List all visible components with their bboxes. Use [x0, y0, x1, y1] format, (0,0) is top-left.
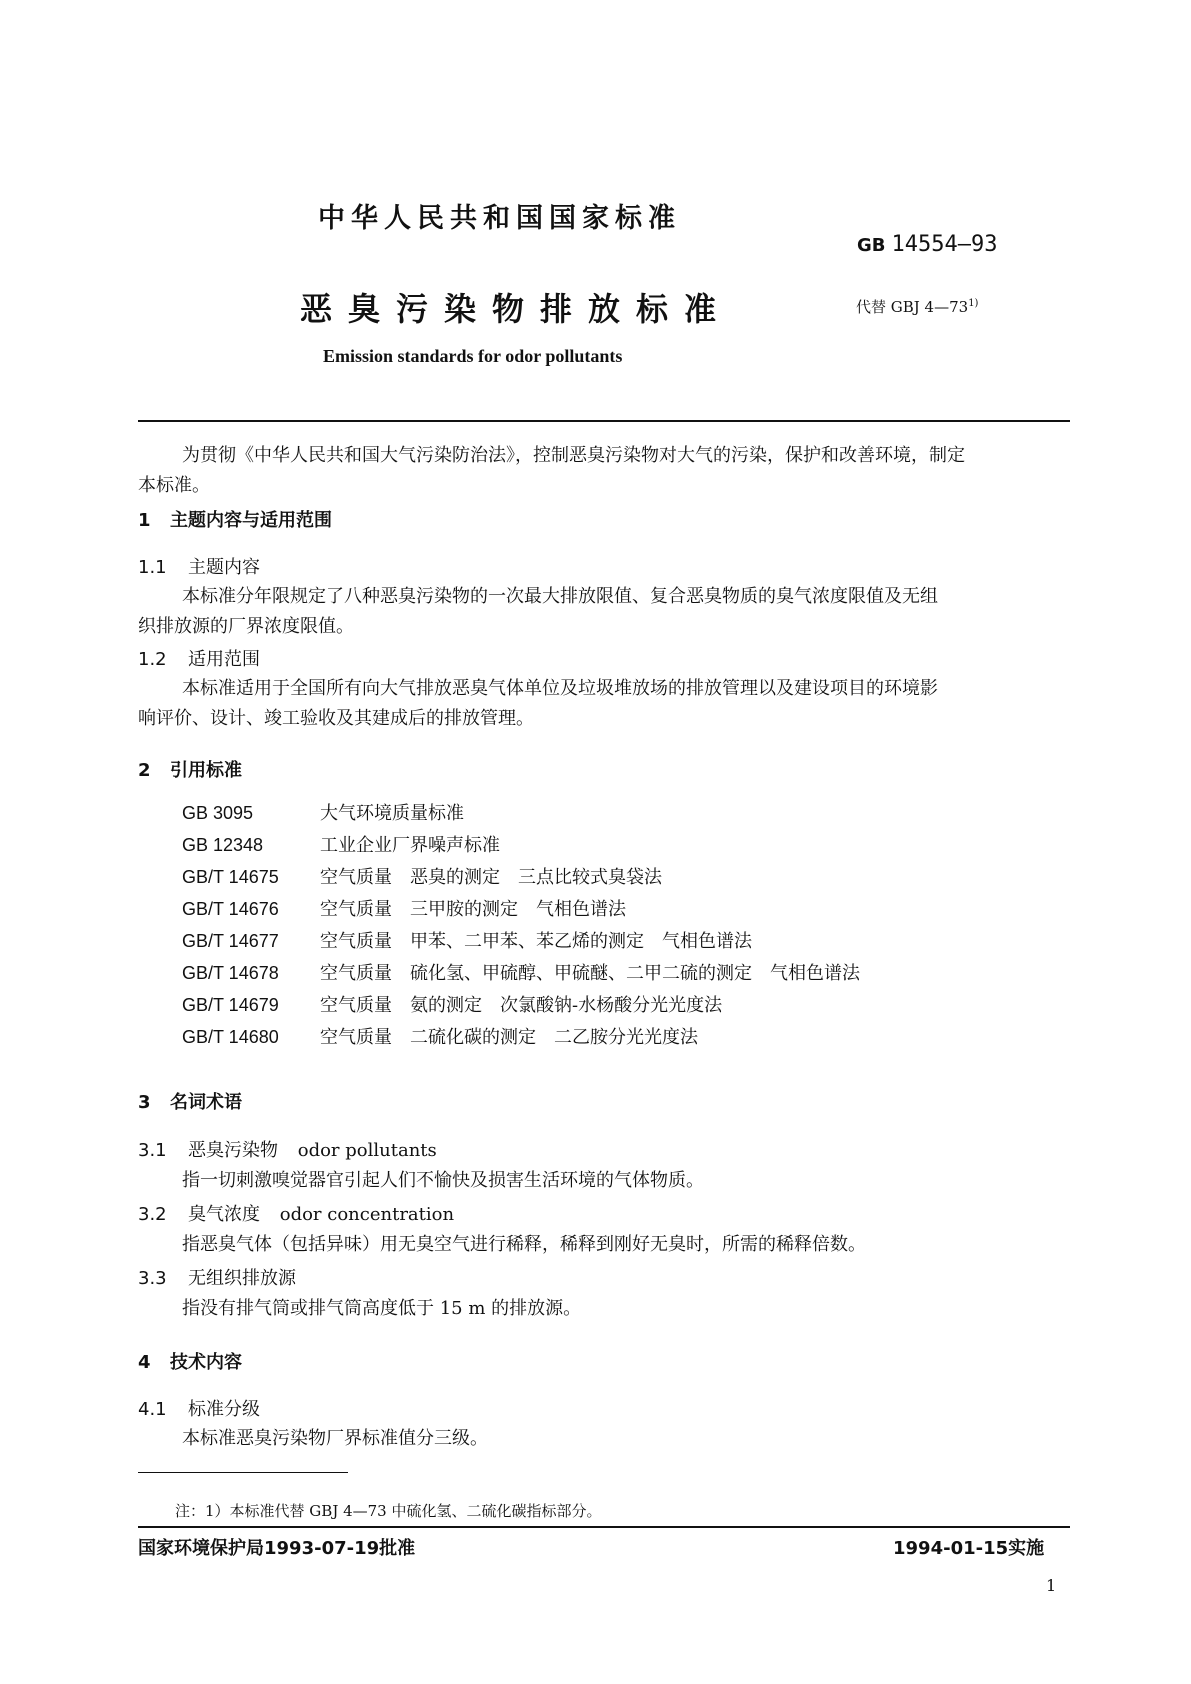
- section-number: 1: [138, 510, 151, 531]
- subsection-title: 标准分级: [188, 1399, 260, 1420]
- term-english: odor pollutants: [297, 1140, 437, 1161]
- intro-line-1: 为贯彻《中华人民共和国大气污染防治法》，控制恶臭污染物对大气的污染，保护和改善环境，制定: [182, 445, 965, 466]
- intro-line-2: 本标准。: [138, 475, 210, 496]
- reference-item: [182, 958, 860, 989]
- replaces-text: 代替 GBJ 4—73: [856, 298, 969, 316]
- section-1-1-line-1: 本标准分年限规定了八种恶臭污染物的一次最大排放限值、复合恶臭物质的臭气浓度限值及无组: [182, 586, 938, 607]
- reference-item: [182, 830, 500, 861]
- top-divider: [138, 420, 1070, 422]
- subsection-title: 主题内容: [188, 557, 260, 578]
- section-1-1-line-2: 织排放源的厂界浓度限值。: [138, 616, 354, 637]
- term-english: odor concentration: [279, 1204, 455, 1225]
- reference-code: GB/T 14678: [182, 963, 279, 983]
- subsection-number: 3.1: [138, 1140, 167, 1161]
- page-title: 恶臭污染物排放标准: [300, 290, 733, 328]
- reference-desc: 空气质量 恶臭的测定 三点比较式臭袋法: [320, 867, 662, 888]
- bottom-divider: [138, 1526, 1070, 1528]
- section-3-3-body: 指没有排气筒或排气筒高度低于 15 m 的排放源。: [182, 1298, 582, 1319]
- reference-code: GB/T 14677: [182, 931, 279, 951]
- section-3-2-heading: [138, 1200, 454, 1226]
- reference-code: GB/T 14676: [182, 899, 279, 919]
- reference-code: GB 12348: [182, 835, 264, 855]
- approval-date: 国家环境保护局1993-07-19批准: [138, 1538, 416, 1559]
- replaces-footnote-mark: 1): [968, 298, 979, 309]
- standard-prefix: GB: [857, 235, 886, 256]
- section-4-1-body: 本标准恶臭污染物厂界标准值分三级。: [182, 1428, 488, 1449]
- section-title: 名词术语: [170, 1092, 242, 1113]
- section-number: 4: [138, 1352, 151, 1373]
- subsection-number: 1.1: [138, 557, 167, 578]
- section-3-2-body: 指恶臭气体（包括异味）用无臭空气进行稀释，稀释到刚好无臭时，所需的稀释倍数。: [182, 1234, 866, 1255]
- section-3-3-heading: [138, 1264, 296, 1290]
- subsection-title: 适用范围: [188, 649, 260, 670]
- section-3-1-body: 指一切刺激嗅觉器官引起人们不愉快及损害生活环境的气体物质。: [182, 1170, 704, 1191]
- subsection-title: 无组织排放源: [188, 1268, 296, 1289]
- section-4-1-heading: [138, 1395, 260, 1421]
- section-title: 技术内容: [170, 1352, 242, 1373]
- reference-desc: 空气质量 三甲胺的测定 气相色谱法: [320, 899, 626, 920]
- section-number: 3: [138, 1092, 151, 1113]
- reference-code: GB/T 14680: [182, 1027, 279, 1047]
- section-1-2-line-1: 本标准适用于全国所有向大气排放恶臭气体单位及垃圾堆放场的排放管理以及建设项目的环境影: [182, 678, 938, 699]
- subsection-title: 恶臭污染物: [188, 1140, 278, 1161]
- reference-item: [182, 1022, 698, 1053]
- section-3-heading: [138, 1088, 242, 1114]
- footnote: 注：1）本标准代替 GBJ 4—73 中硫化氢、二硫化碳指标部分。: [175, 1502, 602, 1520]
- english-title: Emission standards for odor pollutants: [323, 346, 623, 366]
- reference-code: GB/T 14679: [182, 995, 279, 1015]
- reference-desc: 大气环境质量标准: [320, 803, 464, 824]
- section-title: 引用标准: [170, 760, 242, 781]
- section-4-heading: [138, 1348, 242, 1374]
- section-number: 2: [138, 760, 151, 781]
- reference-item: [182, 798, 464, 829]
- subsection-number: 1.2: [138, 649, 167, 670]
- page-number: 1: [1046, 1576, 1057, 1595]
- subsection-number: 4.1: [138, 1399, 167, 1420]
- section-title: 主题内容与适用范围: [170, 510, 332, 531]
- reference-item: [182, 926, 752, 957]
- section-2-heading: [138, 756, 242, 782]
- reference-desc: 空气质量 二硫化碳的测定 二乙胺分光光度法: [320, 1027, 698, 1048]
- reference-code: GB/T 14675: [182, 867, 279, 887]
- reference-code: GB 3095: [182, 803, 254, 823]
- standard-number: [857, 232, 997, 257]
- national-standard-heading: 中华人民共和国国家标准: [318, 203, 681, 234]
- standard-code: 14554—93: [891, 232, 998, 257]
- footnote-divider: [138, 1472, 348, 1473]
- section-1-2-heading: [138, 645, 260, 671]
- replaces-note: [856, 296, 978, 317]
- reference-item: [182, 990, 722, 1021]
- reference-desc: 空气质量 硫化氢、甲硫醇、甲硫醚、二甲二硫的测定 气相色谱法: [320, 963, 860, 984]
- reference-item: [182, 894, 626, 925]
- reference-desc: 工业企业厂界噪声标准: [320, 835, 500, 856]
- section-1-2-line-2: 响评价、设计、竣工验收及其建成后的排放管理。: [138, 708, 534, 729]
- subsection-title: 臭气浓度: [188, 1204, 260, 1225]
- reference-item: [182, 862, 662, 893]
- section-1-heading: [138, 506, 332, 532]
- section-1-1-heading: [138, 553, 260, 579]
- reference-desc: 空气质量 氨的测定 次氯酸钠-水杨酸分光光度法: [320, 995, 723, 1016]
- subsection-number: 3.3: [138, 1268, 167, 1289]
- reference-desc: 空气质量 甲苯、二甲苯、苯乙烯的测定 气相色谱法: [320, 931, 752, 952]
- effective-date: 1994-01-15实施: [893, 1538, 1045, 1559]
- section-3-1-heading: [138, 1136, 437, 1162]
- subsection-number: 3.2: [138, 1204, 167, 1225]
